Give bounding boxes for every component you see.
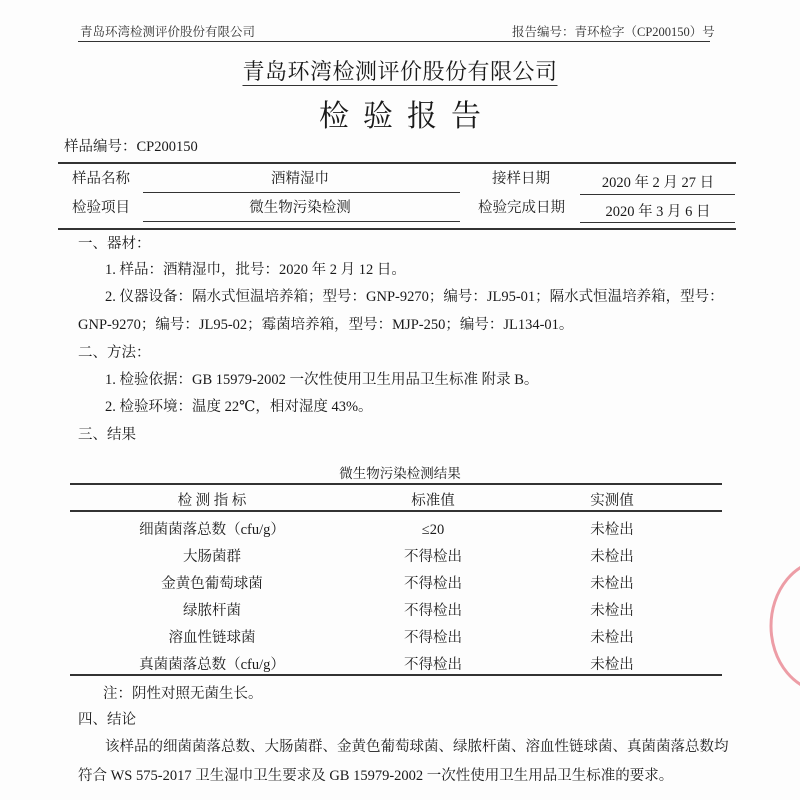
table-title: 微生物污染检测结果 (339, 466, 461, 481)
table-cell: 不得检出 (404, 603, 462, 619)
table-cell: 不得检出 (404, 549, 462, 565)
info-bottom-rule (58, 228, 736, 230)
table-cell: 未检出 (590, 522, 634, 538)
table-cell: 未检出 (590, 630, 634, 646)
table-header-rule (70, 510, 722, 512)
table-cell: 细菌菌落总数（cfu/g） (139, 522, 285, 538)
section-equipment: 一、器材： (78, 236, 151, 252)
report-title: 检验报告 (319, 100, 495, 133)
table-cell: 不得检出 (404, 657, 462, 673)
underline (580, 194, 735, 195)
table-header-cell: 检 测 指 标 (177, 493, 247, 509)
table-cell: 金黄色葡萄球菌 (161, 576, 263, 592)
table-cell: 未检出 (590, 657, 634, 673)
table-header-cell: 实测值 (590, 493, 634, 509)
table-cell: 真菌菌落总数（cfu/g） (139, 657, 285, 673)
table-cell: 绿脓杆菌 (183, 603, 241, 619)
conclusion-line-1: 该样品的细菌菌落总数、大肠菌群、金黄色葡萄球菌、绿脓杆菌、溶血性链球菌、真菌菌落总数均 (105, 739, 729, 755)
table-header-cell: 标准值 (411, 493, 455, 509)
test-item-label: 检验项目 (72, 200, 130, 216)
table-cell: 未检出 (590, 576, 634, 592)
stamp-ring (771, 560, 800, 692)
table-cell: 不得检出 (404, 630, 462, 646)
official-stamp (766, 556, 800, 696)
finish-date-value: 2020 年 3 月 6 日 (605, 204, 711, 220)
sample-name-label: 样品名称 (72, 171, 130, 187)
table-cell: 不得检出 (404, 576, 462, 592)
receive-date-label: 接样日期 (492, 171, 550, 187)
test-item-value: 微生物污染检测 (249, 200, 351, 216)
company-title: 青岛环湾检测评价股份有限公司 (242, 59, 558, 84)
equipment-instruments: 2. 仪器设备：隔水式恒温培养箱；型号：GNP-9270；编号：JL95-01；隔水式恒温培养箱，型号： (105, 289, 724, 305)
finish-date-label: 检验完成日期 (478, 200, 565, 216)
equipment-sample: 1. 样品：酒精湿巾，批号：2020 年 2 月 12 日。 (105, 262, 406, 278)
underline (143, 221, 460, 222)
method-basis: 1. 检验依据：GB 15979-2002 一次性使用卫生用品卫生标准 附录 B。 (105, 372, 539, 388)
table-note: 注：阴性对照无菌生长。 (103, 686, 263, 702)
section-conclusion: 四、结论 (78, 712, 136, 728)
section-results: 三、结果 (78, 427, 136, 443)
table-cell: 未检出 (590, 603, 634, 619)
table-top-rule (70, 483, 722, 485)
sample-name-value: 酒精湿巾 (271, 171, 329, 187)
method-environment: 2. 检验环境：温度 22℃，相对湿度 43%。 (105, 399, 373, 415)
equipment-instruments-cont: GNP-9270；编号：JL95-02；霉菌培养箱，型号：MJP-250；编号：JL134-01。 (78, 317, 574, 333)
conclusion-line-2: 符合 WS 575-2017 卫生湿巾卫生要求及 GB 15979-2002 一次性使用卫生用品卫生标准的要求。 (78, 768, 674, 784)
header-company: 青岛环湾检测评价股份有限公司 (80, 25, 256, 39)
receive-date-value: 2020 年 2 月 27 日 (601, 175, 715, 191)
table-bottom-rule (70, 674, 722, 676)
sample-number: 样品编号：CP200150 (64, 139, 198, 155)
table-cell: 未检出 (590, 549, 634, 565)
table-cell: ≤20 (421, 522, 445, 538)
header-rule (78, 41, 710, 42)
info-top-rule (58, 162, 736, 164)
underline (580, 222, 735, 223)
header-report-no: 报告编号：青环检字（CP200150）号 (512, 25, 715, 39)
section-method: 二、方法： (78, 345, 151, 361)
table-cell: 溶血性链球菌 (168, 630, 256, 646)
table-cell: 大肠菌群 (183, 549, 241, 565)
underline (143, 192, 460, 193)
